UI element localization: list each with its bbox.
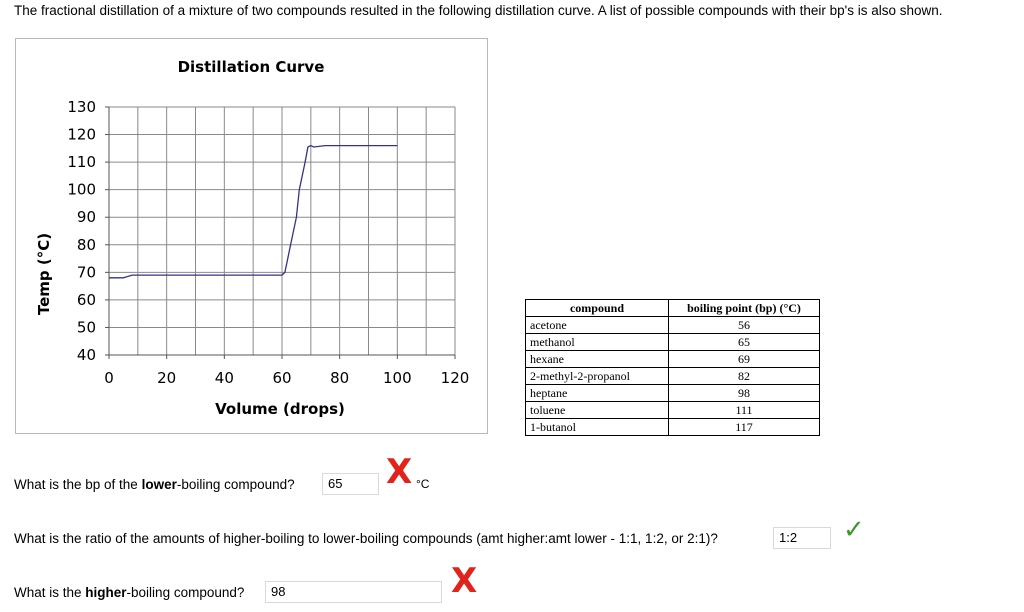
- x-tick-label: 60: [272, 369, 292, 387]
- incorrect-x-icon: X: [451, 561, 478, 601]
- q1-bold: lower: [141, 477, 177, 492]
- question-ratio: What is the ratio of the amounts of higher-boiling to lower-boiling compounds (amt higher:amt lower - 1:1, 1:2, or 2:1)?: [14, 531, 718, 546]
- compound-bp: 65: [669, 334, 820, 351]
- y-tick-label: 60: [76, 290, 96, 309]
- q1-pre: What is the bp of the: [14, 477, 142, 492]
- compound-name: hexane: [526, 351, 669, 368]
- compound-bp: 56: [669, 317, 820, 334]
- x-tick-label: 80: [330, 369, 350, 387]
- x-tick-label: 100: [383, 369, 412, 387]
- y-tick-label: 120: [67, 125, 96, 144]
- y-tick-label: 130: [67, 98, 96, 116]
- compound-bp: 98: [669, 385, 820, 402]
- q3-bold: higher: [85, 585, 127, 600]
- compound-name: 1-butanol: [526, 419, 669, 436]
- question-lower-bp: [14, 477, 295, 492]
- x-axis-label: Volume (drops): [215, 400, 345, 418]
- y-tick-label: 90: [76, 208, 96, 227]
- lower-bp-answer-field[interactable]: 65: [322, 473, 379, 495]
- chart-title: Distillation Curve: [177, 58, 325, 76]
- compound-bp: 111: [669, 402, 820, 419]
- ratio-answer-field[interactable]: 1:2: [773, 527, 831, 549]
- y-tick-label: 100: [67, 180, 96, 199]
- q1-unit: °C: [416, 477, 430, 491]
- y-tick-label: 50: [76, 318, 96, 337]
- compound-bp: 117: [669, 419, 820, 436]
- y-tick-label: 110: [67, 153, 96, 172]
- compound-row: [526, 351, 820, 368]
- compound-row: [526, 385, 820, 402]
- y-tick-label: 80: [76, 235, 96, 254]
- question-higher-compound: [14, 585, 244, 600]
- compound-row: [526, 334, 820, 351]
- compound-bp: 69: [669, 351, 820, 368]
- q3-pre: What is the: [14, 585, 86, 600]
- y-tick-label: 40: [76, 346, 96, 364]
- bp-header: boiling point (bp) (°C): [669, 300, 820, 317]
- chart-svg: [16, 39, 487, 433]
- y-tick-label: 70: [76, 263, 96, 282]
- x-tick-label: 20: [157, 369, 177, 387]
- compound-bp: 82: [669, 368, 820, 385]
- q1-post: -boiling compound?: [176, 477, 295, 492]
- compound-row: [526, 402, 820, 419]
- compound-name: toluene: [526, 402, 669, 419]
- distillation-chart: [15, 38, 488, 434]
- compound-row: [526, 317, 820, 334]
- compound-name: heptane: [526, 385, 669, 402]
- compound-row: [526, 368, 820, 385]
- q3-post: -boiling compound?: [126, 585, 245, 600]
- compound-table: [525, 299, 820, 436]
- correct-check-icon: ✓: [843, 515, 865, 545]
- compound-row: [526, 419, 820, 436]
- y-axis-label: Temp (°C): [35, 232, 53, 316]
- higher-compound-answer-field[interactable]: 98: [265, 581, 442, 603]
- compound-name: 2-methyl-2-propanol: [526, 368, 669, 385]
- x-tick-label: 0: [104, 369, 114, 387]
- x-tick-label: 120: [440, 369, 470, 387]
- incorrect-x-icon: X: [386, 452, 413, 492]
- compound-header: compound: [526, 300, 669, 317]
- intro-text: The fractional distillation of a mixture of two compounds resulted in the following distillation curve. A list of possible compounds with their bp's is also shown.: [14, 3, 943, 18]
- compound-name: methanol: [526, 334, 669, 351]
- compound-name: acetone: [526, 317, 669, 334]
- x-tick-label: 40: [214, 369, 234, 387]
